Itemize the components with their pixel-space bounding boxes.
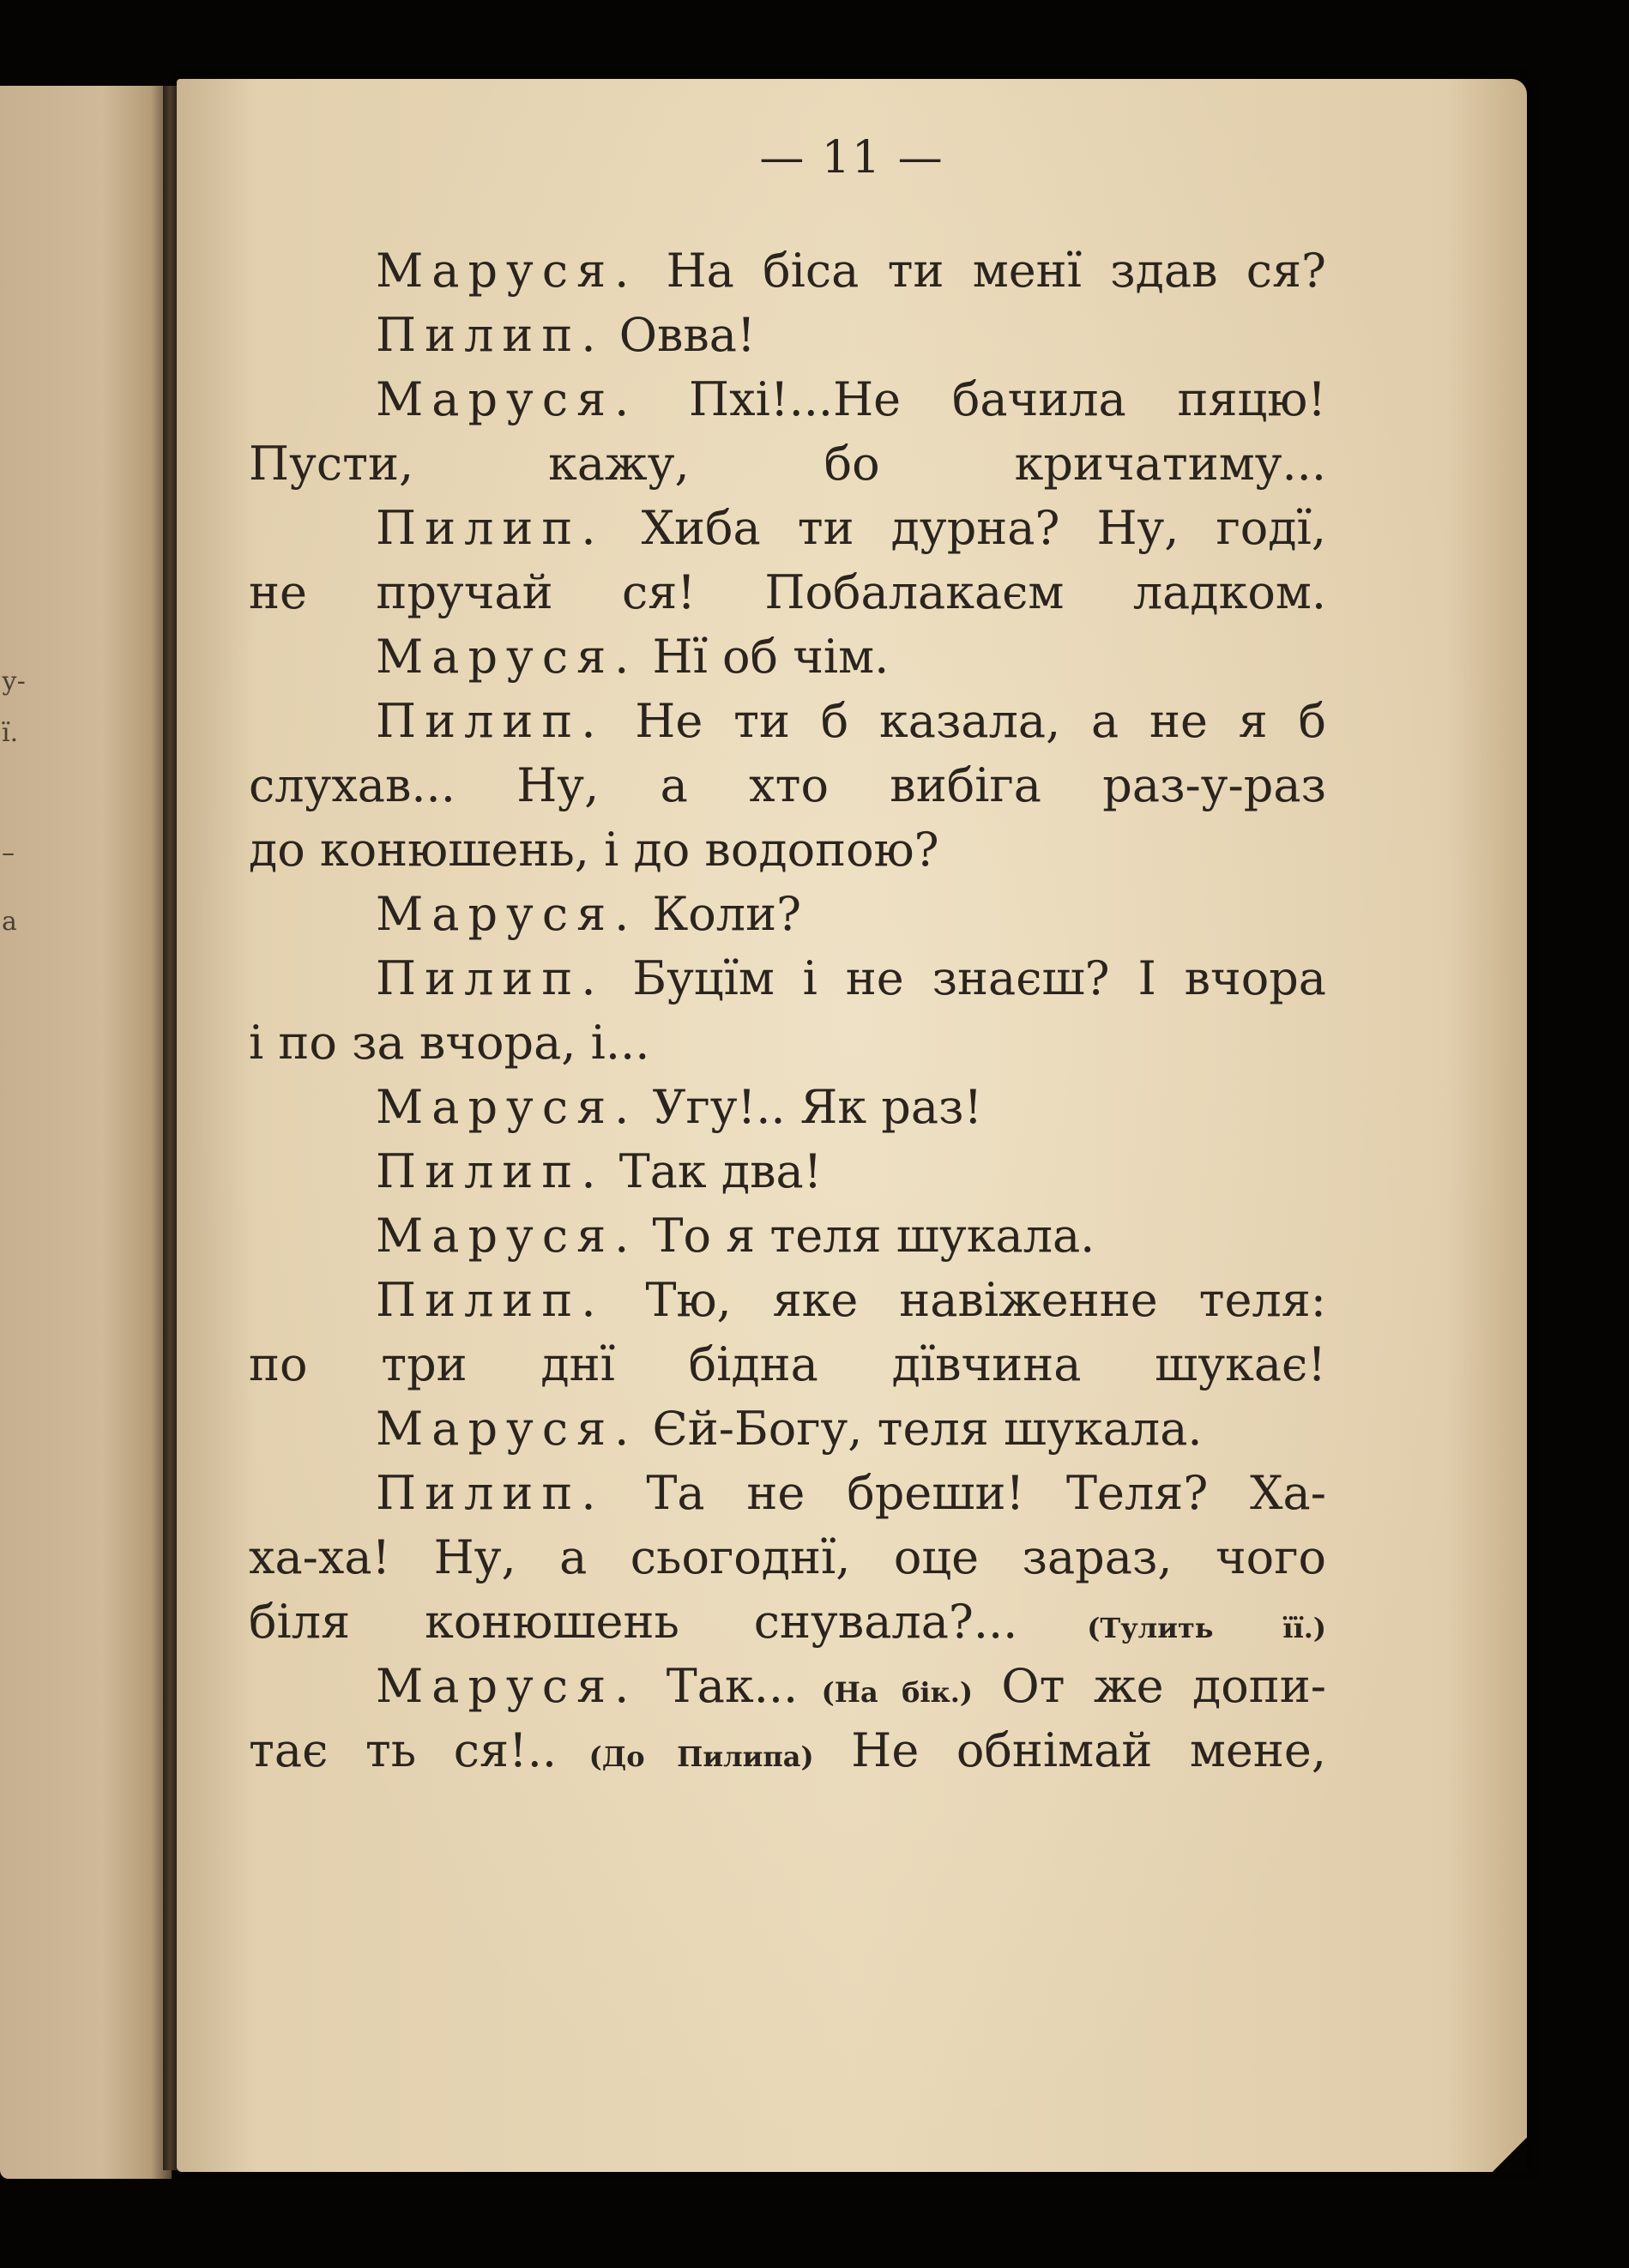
text-line <box>249 238 1326 303</box>
line-text: Угу!.. Як раз! <box>637 1080 983 1134</box>
line-text: Коли? <box>637 887 802 941</box>
text-line <box>249 946 1326 1010</box>
text-line <box>249 689 1326 753</box>
speaker-name: Пилип. <box>376 1144 605 1198</box>
speaker-name: Маруся. <box>376 1080 638 1134</box>
text-line <box>249 431 1326 496</box>
speaker-name: Маруся. <box>376 244 638 298</box>
line-text: Нї об чім. <box>637 630 890 684</box>
line-text: Пхі!...Не бачила пяцю! <box>637 372 1326 426</box>
text-line <box>249 817 1326 882</box>
text-line <box>249 882 1326 946</box>
line-text: Так два! <box>604 1144 823 1198</box>
speaker-name: Маруся. <box>376 887 638 941</box>
page-number: — 11 — <box>759 132 944 184</box>
speaker-name: Пилип. <box>376 1466 605 1520</box>
text-line <box>249 1332 1326 1396</box>
line-text: по три днї бідна дївчина шукає! <box>249 1337 1326 1391</box>
text-line <box>249 753 1326 817</box>
line-text: слухав... Ну, а хто вибіга раз-у-раз <box>249 758 1326 812</box>
text-line <box>249 1268 1326 1332</box>
line-text: На біса ти менї здав ся? <box>637 244 1326 298</box>
line-text: не пручай ся! Побалакаєм ладком. <box>249 565 1326 619</box>
text-line <box>249 1525 1326 1589</box>
text-line <box>249 1075 1326 1139</box>
page-corner <box>1493 2138 1527 2172</box>
line-text: Хиба ти дурна? Ну, годї, <box>604 501 1326 555</box>
line-text: Пусти, кажу, бо кричатиму... <box>249 437 1326 491</box>
line-text: Єй-Богу, теля шукала. <box>637 1402 1203 1456</box>
text-line <box>249 303 1326 367</box>
left-page-fragment: – <box>2 838 15 868</box>
line-text: Овва! <box>604 308 756 362</box>
speaker-name: Маруся. <box>376 1209 638 1263</box>
speaker-name: Пилип. <box>376 501 605 555</box>
line-text: тає ть ся!.. <box>249 1723 558 1777</box>
speaker-name: Пилип. <box>376 694 605 748</box>
text-line <box>249 367 1326 431</box>
line-text: Тю, яке навіженне теля: <box>604 1273 1326 1327</box>
left-page-fragment: а <box>2 907 17 937</box>
stage-direction: (До Пилипа) <box>557 1740 814 1773</box>
line-text: ха-ха! Ну, а сьогоднї, оце зараз, чого <box>249 1530 1326 1584</box>
speaker-name: Пилип. <box>376 951 605 1005</box>
text-line <box>249 1461 1326 1525</box>
text-line <box>249 1203 1326 1268</box>
line-text: Не обнімай мене, <box>813 1723 1326 1777</box>
line-text: Так... <box>637 1659 799 1713</box>
stage-direction: (Тулить її.) <box>1017 1612 1326 1644</box>
line-text: і по за вчора, і... <box>249 1016 650 1070</box>
text-line <box>249 560 1326 624</box>
text-line <box>249 1718 1326 1782</box>
line-text: Та не бреши! Теля? Ха- <box>604 1466 1326 1520</box>
speaker-name: Пилип. <box>376 1273 605 1327</box>
line-text: до конюшень, і до водопою? <box>249 823 939 877</box>
play-text <box>249 238 1326 1782</box>
stage-direction: (На бік.) <box>798 1676 973 1709</box>
speaker-name: Пилип. <box>376 308 605 362</box>
speaker-name: Маруся. <box>376 1659 638 1713</box>
line-text: Не ти б казала, а не я б <box>604 694 1326 748</box>
left-page-fragment: ї. <box>2 718 19 748</box>
speaker-name: Маруся. <box>376 630 638 684</box>
text-line <box>249 1589 1326 1654</box>
left-page-fragment: у- <box>2 667 26 697</box>
line-text: От же допи- <box>972 1659 1327 1713</box>
text-line <box>249 496 1326 560</box>
previous-page-edge <box>0 86 172 2179</box>
line-text: біля конюшень снувала?... <box>249 1595 1018 1649</box>
speaker-name: Маруся. <box>376 1402 638 1456</box>
text-line <box>249 624 1326 689</box>
text-line <box>249 1010 1326 1075</box>
speaker-name: Маруся. <box>376 372 638 426</box>
line-text: Буцїм і не знаєш? І вчора <box>604 951 1326 1005</box>
book-page <box>177 79 1527 2172</box>
text-line <box>249 1396 1326 1461</box>
text-line <box>249 1139 1326 1203</box>
text-line <box>249 1654 1326 1718</box>
line-text: То я теля шукала. <box>637 1209 1095 1263</box>
